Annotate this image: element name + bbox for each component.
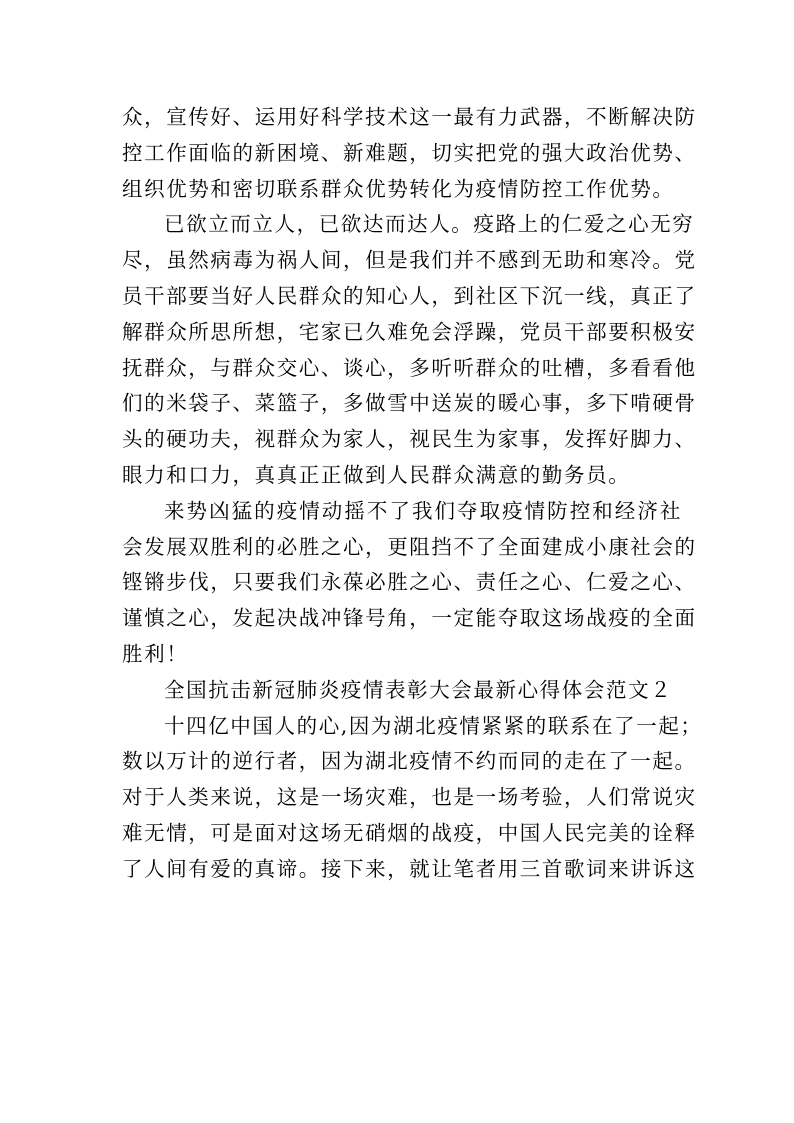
text-line: 铿锵步伐，只要我们永葆必胜之心、责任之心、仁爱之心、 xyxy=(122,570,697,595)
text-line: 抚群众，与群众交心、谈心，多听听群众的吐槽，多看看他 xyxy=(122,355,697,380)
text-line: 来势凶猛的疫情动摇不了我们夺取疫情防控和经济社 xyxy=(164,498,682,523)
section-heading xyxy=(122,673,682,709)
text-line: 众，宣传好、运用好科学技术这一最有力武器，不断解决防 xyxy=(122,105,697,129)
text-line: 眼力和口力，真真正正做到人民群众满意的勤务员。 xyxy=(122,462,631,487)
text-line: 控工作面临的新困境、新难题，切实把党的强大政治优势、 xyxy=(122,140,697,165)
text-line: 难无情，可是面对这场无硝烟的战疫，中国人民完美的诠释 xyxy=(122,820,697,845)
text-line: 对于人类来说，这是一场灾难，也是一场考验，人们常说灾 xyxy=(122,785,697,810)
text-line: 谨慎之心，发起决战冲锋号角，一定能夺取这场战疫的全面 xyxy=(122,606,697,631)
text-line: 员干部要当好人民群众的知心人，到社区下沉一线，真正了 xyxy=(122,283,697,308)
text-line: 数以万计的逆行者，因为湖北疫情不约而同的走在了一起。 xyxy=(122,749,697,774)
text-line: 十四亿中国人的心,因为湖北疫情紧紧的联系在了一起； xyxy=(164,713,703,738)
document-body xyxy=(122,100,703,888)
text-line: 头的硬功夫，视群众为家人，视民生为家事，发挥好脚力、 xyxy=(122,427,697,452)
paragraph-3 xyxy=(122,494,697,673)
text-line: 们的米袋子、菜篮子，多做雪中送炭的暖心事，多下啃硬骨 xyxy=(122,391,697,416)
paragraph-4 xyxy=(122,709,703,888)
paragraph-2 xyxy=(122,207,697,493)
text-line: 尽，虽然病毒为祸人间，但是我们并不感到无助和寒冷。党 xyxy=(122,248,697,273)
paragraph-1 xyxy=(122,100,697,207)
text-line: 解群众所思所想，宅家已久难免会浮躁，党员干部要积极安 xyxy=(122,319,697,344)
text-line: 了人间有爱的真谛。接下来，就让笔者用三首歌词来讲诉这 xyxy=(122,856,697,881)
text-line: 已欲立而立人，已欲达而达人。疫路上的仁爱之心无穷 xyxy=(164,212,695,237)
text-line: 胜利！ xyxy=(122,641,189,666)
text-line: 会发展双胜利的必胜之心，更阻挡不了全面建成小康社会的 xyxy=(122,534,697,559)
heading-text: 全国抗击新冠肺炎疫情表彰大会最新心得体会范文２ xyxy=(164,677,673,702)
text-line: 组织优势和密切联系群众优势转化为疫情防控工作优势。 xyxy=(122,176,675,201)
